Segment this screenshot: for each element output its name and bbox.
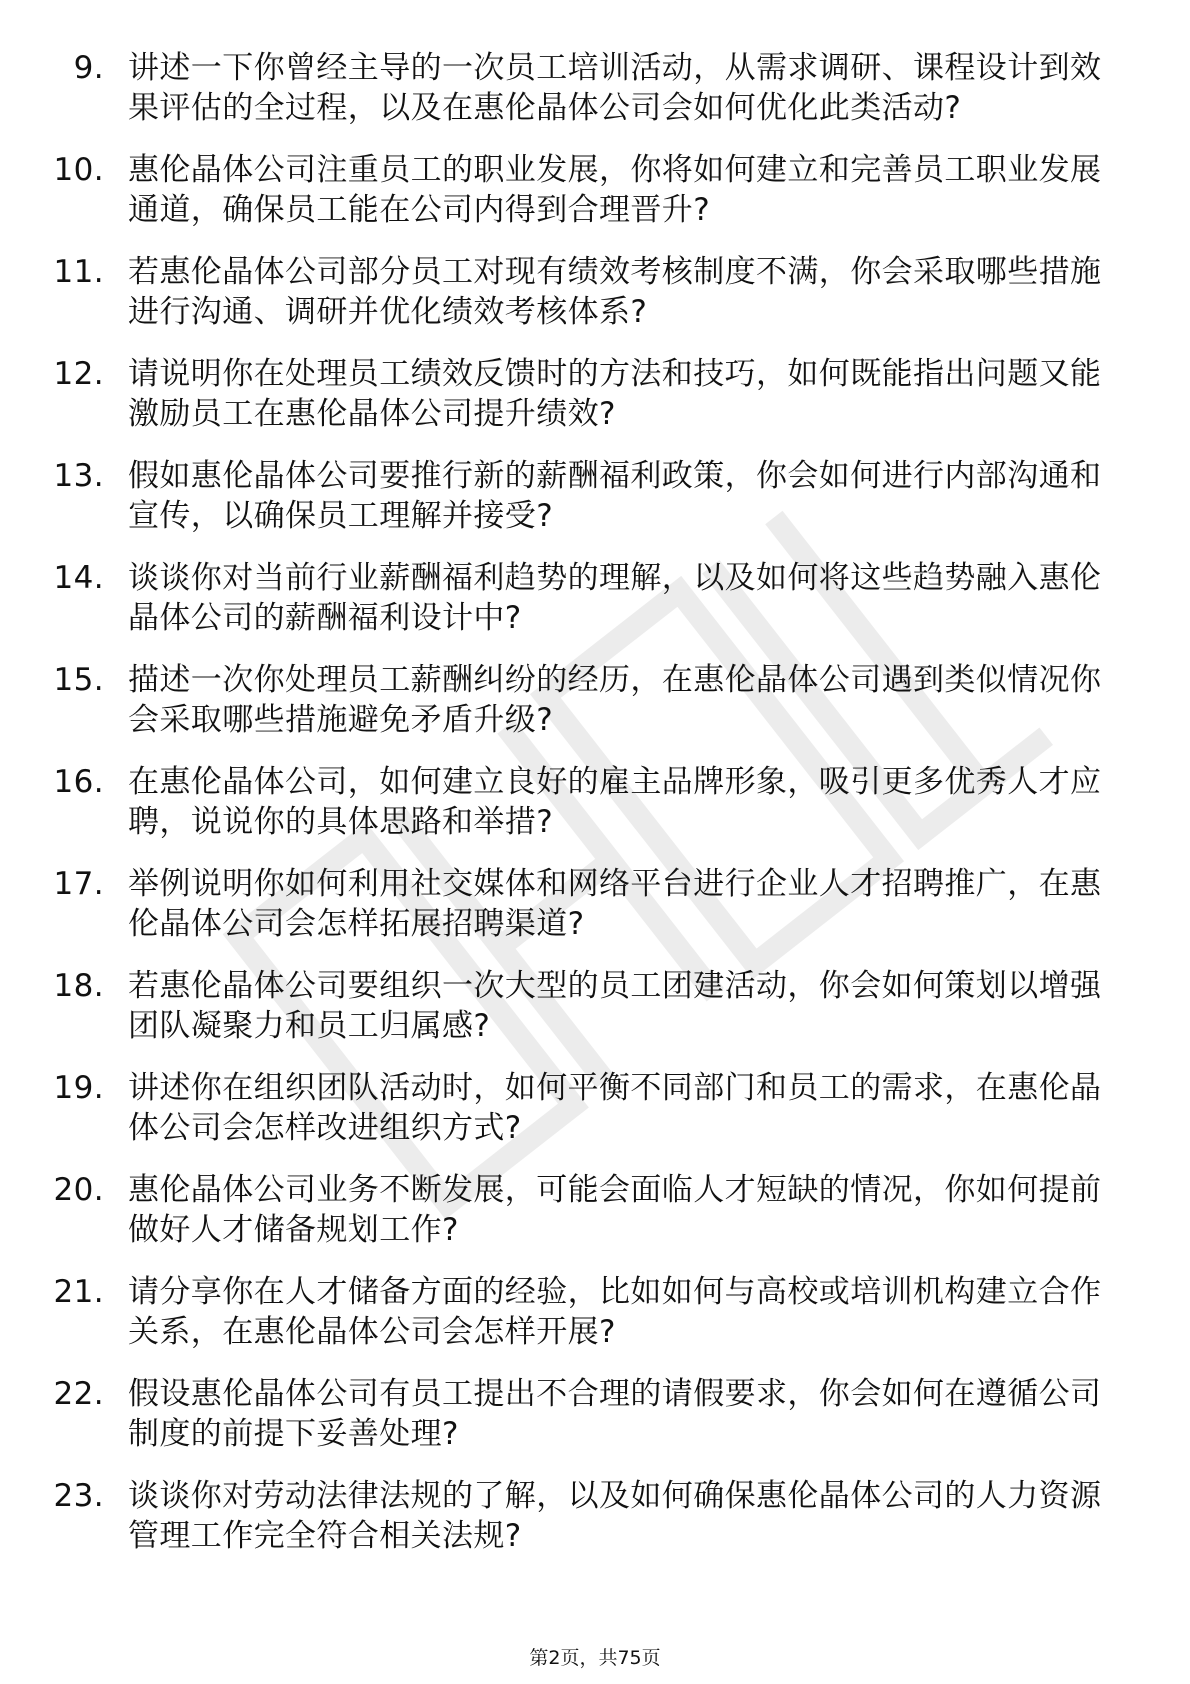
question-text: 请说明你在处理员工绩效反馈时的方法和技巧，如何既能指出问题又能激励员工在惠伦晶体公司提升绩效? (128, 356, 1102, 432)
question-text: 讲述你在组织团队活动时，如何平衡不同部门和员工的需求，在惠伦晶体公司会怎样改进组织方式? (128, 1070, 1102, 1146)
question-number: 19. (53, 1070, 104, 1106)
question-number: 13. (53, 458, 104, 494)
question-item (0, 1068, 1190, 1148)
question-item (0, 1272, 1190, 1352)
question-text: 描述一次你处理员工薪酬纠纷的经历，在惠伦晶体公司遇到类似情况你会采取哪些措施避免矛盾升级? (128, 662, 1102, 738)
question-number: 22. (53, 1376, 104, 1412)
question-item (0, 660, 1190, 740)
question-text: 讲述一下你曾经主导的一次员工培训活动，从需求调研、课程设计到效果评估的全过程，以及在惠伦晶体公司会如何优化此类活动? (128, 50, 1102, 126)
question-item (0, 1374, 1190, 1454)
question-text: 若惠伦晶体公司要组织一次大型的员工团建活动，你会如何策划以增强团队凝聚力和员工归属感? (128, 968, 1102, 1044)
question-text: 惠伦晶体公司注重员工的职业发展，你将如何建立和完善员工职业发展通道，确保员工能在公司内得到合理晋升? (128, 152, 1102, 228)
question-number: 9. (73, 50, 104, 86)
question-number: 20. (53, 1172, 104, 1208)
question-item (0, 558, 1190, 638)
question-text: 谈谈你对当前行业薪酬福利趋势的理解，以及如何将这些趋势融入惠伦晶体公司的薪酬福利设计中? (128, 560, 1102, 636)
question-number: 21. (53, 1274, 104, 1310)
question-item (0, 48, 1190, 128)
question-text: 请分享你在人才储备方面的经验，比如如何与高校或培训机构建立合作关系，在惠伦晶体公司会怎样开展? (128, 1274, 1102, 1350)
question-text: 若惠伦晶体公司部分员工对现有绩效考核制度不满，你会采取哪些措施进行沟通、调研并优化绩效考核体系? (128, 254, 1102, 330)
question-number: 18. (53, 968, 104, 1004)
question-text: 举例说明你如何利用社交媒体和网络平台进行企业人才招聘推广，在惠伦晶体公司会怎样拓展招聘渠道? (128, 866, 1102, 942)
question-number: 17. (53, 866, 104, 902)
question-text: 假设惠伦晶体公司有员工提出不合理的请假要求，你会如何在遵循公司制度的前提下妥善处理? (128, 1376, 1102, 1452)
question-text: 假如惠伦晶体公司要推行新的薪酬福利政策，你会如何进行内部沟通和宣传，以确保员工理解并接受? (128, 458, 1102, 534)
question-text: 惠伦晶体公司业务不断发展，可能会面临人才短缺的情况，你如何提前做好人才储备规划工作? (128, 1172, 1102, 1248)
question-number: 15. (53, 662, 104, 698)
question-item (0, 966, 1190, 1046)
page-footer (0, 1646, 1190, 1670)
question-item (0, 150, 1190, 230)
question-item (0, 1170, 1190, 1250)
question-item (0, 354, 1190, 434)
question-item (0, 762, 1190, 842)
question-number: 12. (53, 356, 104, 392)
question-number: 11. (53, 254, 104, 290)
question-item (0, 864, 1190, 944)
question-number: 14. (53, 560, 104, 596)
question-item (0, 1476, 1190, 1556)
question-item (0, 252, 1190, 332)
question-number: 16. (53, 764, 104, 800)
question-number: 10. (53, 152, 104, 188)
question-text: 在惠伦晶体公司，如何建立良好的雇主品牌形象，吸引更多优秀人才应聘，说说你的具体思路和举措? (128, 764, 1102, 840)
question-number: 23. (53, 1478, 104, 1514)
page-number-label: 第2页，共75页 (529, 1647, 661, 1669)
question-list (0, 48, 1190, 1578)
question-item (0, 456, 1190, 536)
question-text: 谈谈你对劳动法律法规的了解，以及如何确保惠伦晶体公司的人力资源管理工作完全符合相关法规? (128, 1478, 1102, 1554)
